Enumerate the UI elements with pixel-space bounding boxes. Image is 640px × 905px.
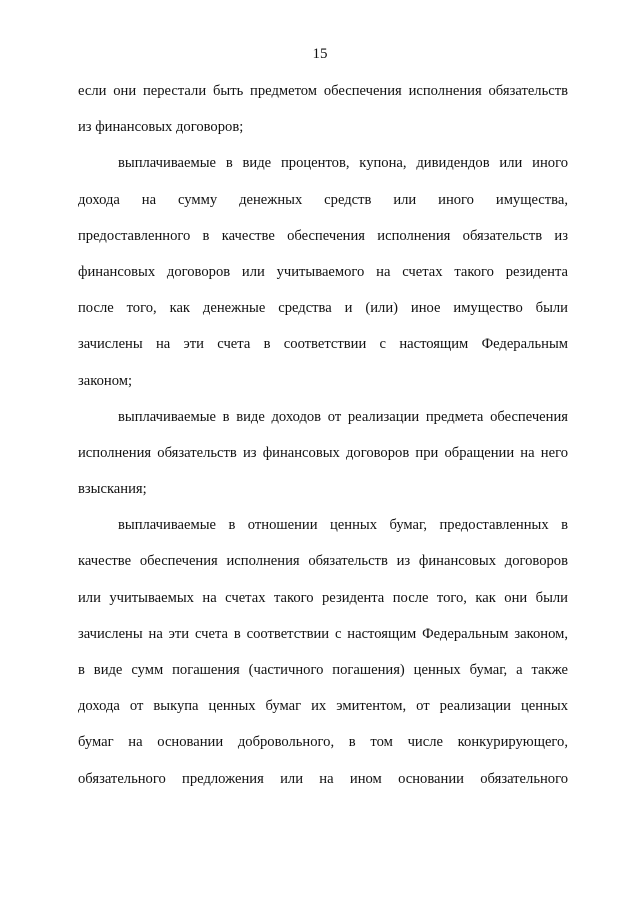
text-line: исполнения обязательств из финансовых договоров при обращении на него (78, 444, 568, 461)
text-line: из финансовых договоров; (78, 119, 244, 136)
text-line: предоставленного в качестве обеспечения исполнения обязательств из (78, 227, 568, 244)
text-line: или учитываемых на счетах такого резидента после того, как они были (78, 589, 568, 606)
text-line: после того, как денежные средства и (или) иное имущество были (78, 300, 568, 317)
text-line: бумаг на основании добровольного, в том числе конкурирующего, (78, 734, 568, 751)
text-line: обязательного предложения или на ином основании обязательного (78, 770, 568, 787)
text-line: зачислены на эти счета в соответствии с настоящим Федеральным (78, 336, 568, 353)
text-line: финансовых договоров или учитываемого на счетах такого резидента (78, 263, 568, 280)
text-line: выплачиваемые в виде доходов от реализации предмета обеспечения (118, 408, 568, 425)
text-line: дохода от выкупа ценных бумаг их эмитентом, от реализации ценных (78, 698, 568, 715)
page-number: 15 (312, 46, 328, 62)
text-line: выплачиваемые в виде процентов, купона, дивидендов или иного (118, 155, 568, 172)
text-line: законом; (78, 372, 133, 389)
text-line: если они перестали быть предметом обеспечения исполнения обязательств (78, 83, 568, 99)
document-body (78, 80, 568, 804)
text-line: качестве обеспечения исполнения обязательств из финансовых договоров (78, 553, 568, 570)
text-line: дохода на сумму денежных средств или иного имущества, (78, 191, 568, 208)
text-line: выплачиваемые в отношении ценных бумаг, предоставленных в (118, 517, 568, 534)
text-line: взыскания; (78, 481, 147, 498)
text-line: в виде сумм погашения (частичного погашения) ценных бумаг, а также (78, 662, 568, 678)
text-line: зачислены на эти счета в соответствии с настоящим Федеральным законом, (78, 625, 568, 642)
